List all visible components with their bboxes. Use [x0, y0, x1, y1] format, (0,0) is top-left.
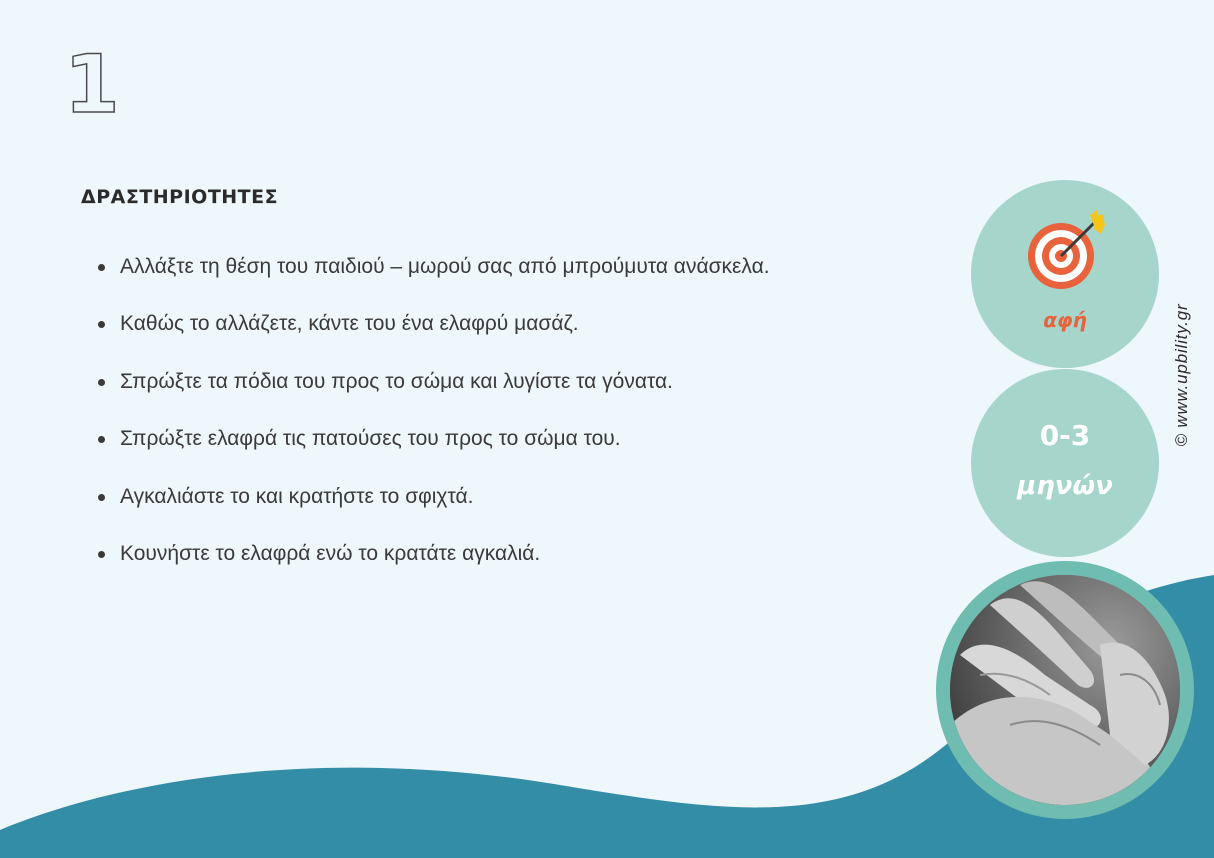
photo-frame	[936, 561, 1194, 819]
bullet	[98, 321, 105, 328]
section-title: ΔΡΑΣΤΗΡΙΟΤΗΤΕΣ	[81, 186, 279, 208]
copyright-text: © www.upbility.gr	[1172, 303, 1191, 447]
goal-label: αφή	[1043, 308, 1087, 332]
activity-list	[98, 250, 770, 594]
activity-item: Σπρώξτε τα πόδια του προς το σώμα και λυγίστε τα γόνατα.	[98, 365, 770, 422]
age-unit: μηνών	[1017, 471, 1113, 501]
activity-item: Σπρώξτε ελαφρά τις πατούσες του προς το σώμα του.	[98, 422, 770, 479]
activity-item: Καθώς το αλλάζετε, κάντε του ένα ελαφρύ μασάζ.	[98, 307, 770, 364]
bullet	[98, 436, 105, 443]
activity-item: Αγκαλιάστε το και κρατήστε το σφιχτά.	[98, 480, 770, 537]
target-icon	[1027, 210, 1107, 290]
page-number: 1	[64, 38, 120, 131]
goal-badge	[971, 180, 1159, 368]
bullet	[98, 264, 105, 271]
bullet	[98, 379, 105, 386]
hands-photo	[950, 575, 1180, 805]
age-badge	[971, 369, 1159, 557]
bullet	[98, 551, 105, 558]
activity-item: Αλλάξτε τη θέση του παιδιού – μωρού σας από μπρούμυτα ανάσκελα.	[98, 250, 770, 307]
age-range: 0-3	[1039, 419, 1091, 452]
bullet	[98, 494, 105, 501]
activity-item: Κουνήστε το ελαφρά ενώ το κρατάτε αγκαλιά.	[98, 537, 770, 594]
